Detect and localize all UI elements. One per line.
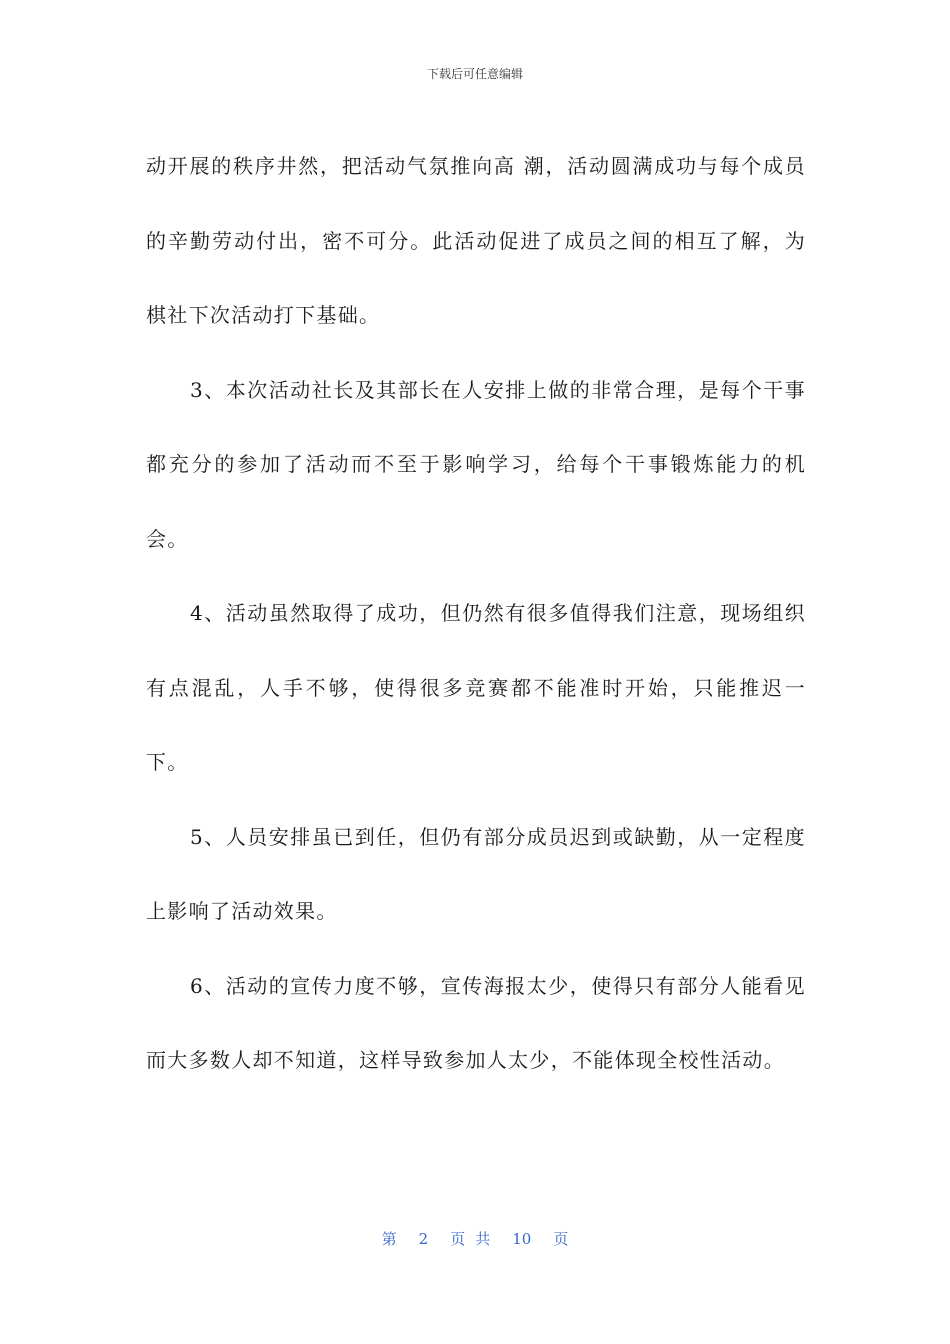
- paragraph-item-5: 5、人员安排虽已到任，但仍有部分成员迟到或缺勤，从一定程度上影响了活动效果。: [146, 824, 806, 923]
- paragraph-item-3: 3、本次活动社长及其部长在人安排上做的非常合理，是每个干事都充分的参加了活动而不至于影响学习，给每个干事锻炼能力的机会。: [146, 377, 806, 551]
- footer-current-page: 2: [418, 1230, 429, 1248]
- footer-page-mid: 页共: [450, 1230, 501, 1248]
- page-footer: [0, 1229, 950, 1249]
- page-header: [0, 66, 950, 82]
- footer-total-pages: 10: [512, 1230, 532, 1248]
- document-body: [146, 129, 806, 1098]
- paragraph-continued: 动开展的秩序井然，把活动气氛推向高 潮，活动圆满成功与每个成员的辛勤劳动付出，密不可分。此活动促进了成员之间的相互了解，为棋社下次活动打下基础。: [146, 154, 806, 327]
- footer-page-suffix: 页: [553, 1230, 569, 1248]
- header-text: 下载后可任意编辑: [426, 67, 523, 81]
- paragraph-item-6: 6、活动的宣传力度不够，宣传海报太少，使得只有部分人能看见而大多数人却不知道，这样导致参加人太少，不能体现全校性活动。: [146, 973, 806, 1072]
- footer-page-prefix: 第: [381, 1230, 397, 1248]
- paragraph-item-4: 4、活动虽然取得了成功，但仍然有很多值得我们注意，现场组织有点混乱，人手不够，使得很多竞赛都不能准时开始，只能推迟一下。: [146, 601, 806, 774]
